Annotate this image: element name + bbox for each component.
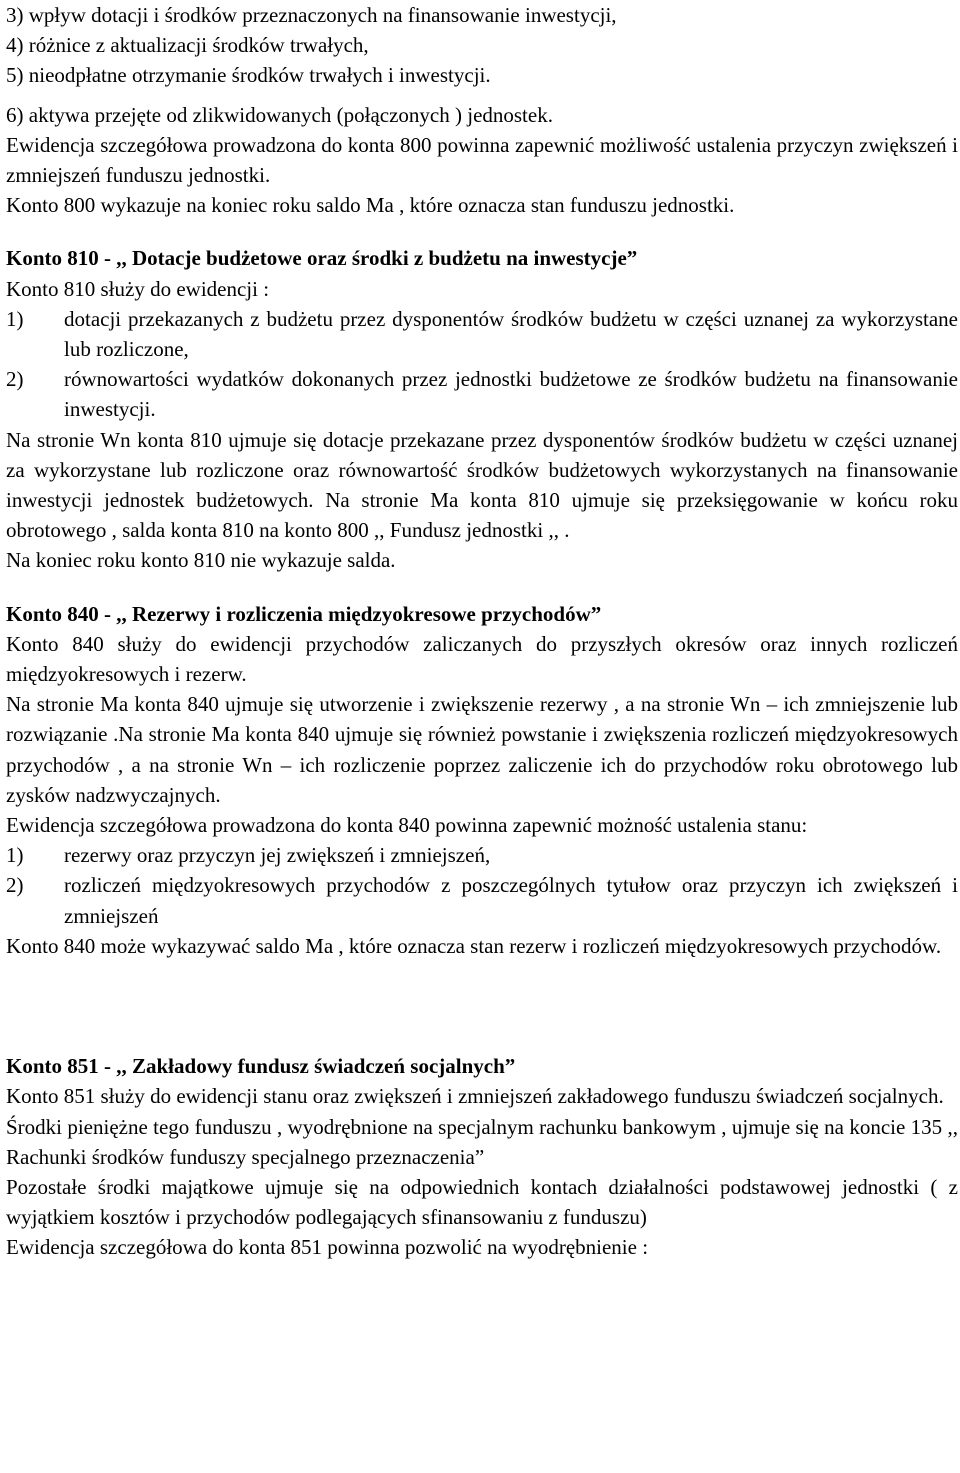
list-text: dotacji przekazanych z budżetu przez dysponentów środków budżetu w części uznanej za wykorzystane lub rozliczone, [64,306,958,362]
section-heading-851: Konto 851 - ,, Zakładowy fundusz świadczeń socjalnych” [6,1054,516,1079]
list-text: rezerwy oraz przyczyn jej zwiększeń i zmniejszeń, [64,843,491,868]
list-item [6,840,958,870]
list-text: równowartości wydatków dokonanych przez jednostki budżetowe ze środków budżetu na finansowanie inwestycji. [64,367,958,422]
document-page [6,0,958,1263]
list-number: 2) [6,367,24,392]
paragraph: Na stronie Ma konta 840 ujmuje się utworzenie i zwiększenie rezerwy , a na stronie Wn – ich zmniejszenie lub rozwiązanie .Na stronie Ma konta 840 ujmuje się również powstanie i zwiększenia rozliczeń międzyokresowych przychodów , a na stronie Wn – ich rozliczenie poprzez zaliczenie ich do przychodów roku obrotowego lub zysków nadzwyczajnych. [6,692,958,807]
paragraph: Konto 840 służy do ewidencji przychodów zaliczanych do przyszłych okresów oraz innych rozliczeń międzyokresowych i rezerw. [6,631,958,687]
list-item [6,364,958,424]
list-number: 2) [6,873,24,898]
paragraph: Ewidencja szczegółowa prowadzona do konta 800 powinna zapewnić możliwość ustalenia przyczyn zwiększeń i zmniejszeń funduszu jednostki. [6,132,958,188]
list-text: rozliczeń międzyokresowych przychodów z poszczególnych tytułow oraz przyczyn ich zwiększeń i zmniejszeń [64,873,958,928]
list-item: 6) aktywa przejęte od zlikwidowanych (połączonych ) jednostek. [6,102,553,127]
paragraph: Środki pieniężne tego funduszu , wyodrębnione na specjalnym rachunku bankowym , ujmuje się na koncie 135 ,, Rachunki środków funduszy specjalnego przeznaczenia” [6,1114,958,1169]
paragraph: Konto 851 służy do ewidencji stanu oraz zwiększeń i zmniejszeń zakładowego funduszu świadczeń socjalnych. [6,1084,944,1109]
list-number: 1) [6,843,24,868]
list-item: 5) nieodpłatne otrzymanie środków trwałych i inwestycji. [6,63,491,88]
paragraph: Konto 800 wykazuje na koniec roku saldo Ma , które oznacza stan funduszu jednostki. [6,193,735,218]
paragraph: Pozostałe środki majątkowe ujmuje się na odpowiednich kontach działalności podstawowej jednostki ( z wyjątkiem kosztów i przychodów podlegających sfinansowaniu z funduszu) [6,1174,958,1230]
paragraph: Na koniec roku konto 810 nie wykazuje salda. [6,548,396,573]
list-number: 1) [6,306,24,331]
list-item: 3) wpływ dotacji i środków przeznaczonych na finansowanie inwestycji, [6,3,617,27]
list-item [6,304,958,364]
list-item [6,870,958,930]
paragraph: Ewidencja szczegółowa do konta 851 powinna pozwolić na wyodrębnienie : [6,1235,649,1260]
list-item: 4) różnice z aktualizacji środków trwałych, [6,33,369,58]
section-heading-810: Konto 810 - ,, Dotacje budżetowe oraz środki z budżetu na inwestycje” [6,246,638,271]
paragraph: Konto 840 może wykazywać saldo Ma , które oznacza stan rezerw i rozliczeń międzyokresowych przychodów. [6,933,942,958]
paragraph: Konto 810 służy do ewidencji : [6,276,270,301]
section-heading-840: Konto 840 - ,, Rezerwy i rozliczenia międzyokresowe przychodów” [6,601,602,626]
paragraph: Ewidencja szczegółowa prowadzona do konta 840 powinna zapewnić możność ustalenia stanu: [6,813,808,838]
paragraph: Na stronie Wn konta 810 ujmuje się dotacje przekazane przez dysponentów środków budżetu w części uznanej za wykorzystane lub rozliczone oraz równowartość środków budżetowych wykorzystanych na finansowanie inwestycji jednostek budżetowych. Na stronie Ma konta 810 ujmuje się przeksięgowanie w końcu roku obrotowego , salda konta 810 na konto 800 ,, Fundusz jednostki ,, . [6,427,958,543]
